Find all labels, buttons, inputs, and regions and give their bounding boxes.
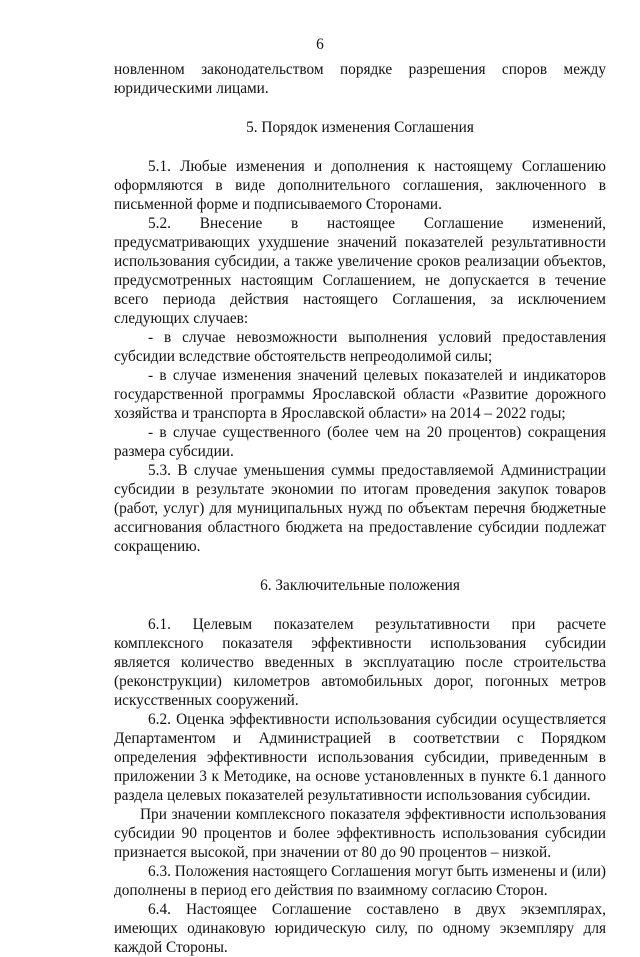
paragraph-5-2: 5.2. Внесение в настоящее Соглашение изменений, предусматривающих ухудшение значений показателей результативности использования субсидии, а также увеличение сроков реализации объектов, предусмотренных настоящим Соглашением, не допускается в течение всего периода действия настоящего Соглашения, за исключением следующих случаев: [114,215,606,327]
paragraph-6-4: 6.4. Настоящее Соглашение составлено в двух экземплярах, имеющих одинаковую юридическую силу, по одному экземпляру для каждой Стороны. [114,901,606,956]
page-number: 6 [316,36,324,53]
section-6-heading: 6. Заключительные положения [260,577,460,594]
paragraph-6-1: 6.1. Целевым показателем результативности при расчете комплексного показателя эффективности использования субсидии является количество введенных в эксплуатацию после строительства (реконструкции) километров автомобильных дорог, погонных метров искусственных сооружений. [114,616,606,709]
continuation-paragraph: новленном законодательством порядке разрешения споров между юридическими лицами. [114,61,606,97]
paragraph-6-3: 6.3. Положения настоящего Соглашения могут быть изменены и (или) дополнены в период его действия по взаимному согласию Сторон. [114,863,606,899]
bullet-item: - в случае изменения значений целевых показателей и индикаторов государственной программы Ярославской области «Развитие дорожного хозяйства и транспорта в Ярославской области» на 2014 – 2022 годы; [114,367,606,422]
paragraph-5-3: 5.3. В случае уменьшения суммы предоставляемой Администрации субсидии в результате экономии по итогам проведения закупок товаров (работ, услуг) для муниципальных нужд по объектам перечня бюджетные ассигнования областного бюджета на предоставление субсидии подлежат сокращению. [114,462,606,555]
paragraph-6-2: 6.2. Оценка эффективности использования субсидии осуществляется Департаментом и Администрацией в соответствии с Порядком определения эффективности использования субсидии, приведенным в приложении 3 к Методике, на основе установленных в пункте 6.1 данного раздела целевых показателей результативности использования субсидии. [114,711,606,804]
bullet-item: - в случае невозможности выполнения условий предоставления субсидии вследствие обстоятельств непреодолимой силы; [114,329,606,365]
paragraph-5-1: 5.1. Любые изменения и дополнения к настоящему Соглашению оформляются в виде дополнительного соглашения, заключенного в письменной форме и подписываемого Сторонами. [114,158,606,213]
document-body [114,60,606,957]
section-5-heading: 5. Порядок изменения Соглашения [246,119,474,136]
bullet-item: - в случае существенного (более чем на 20 процентов) сокращения размера субсидии. [114,424,606,460]
paragraph-6-2-continued: При значении комплексного показателя эффективности использования субсидии 90 процентов и более эффективность использования субсидии признается высокой, при значении от 80 до 90 процентов – низкой. [114,806,606,861]
